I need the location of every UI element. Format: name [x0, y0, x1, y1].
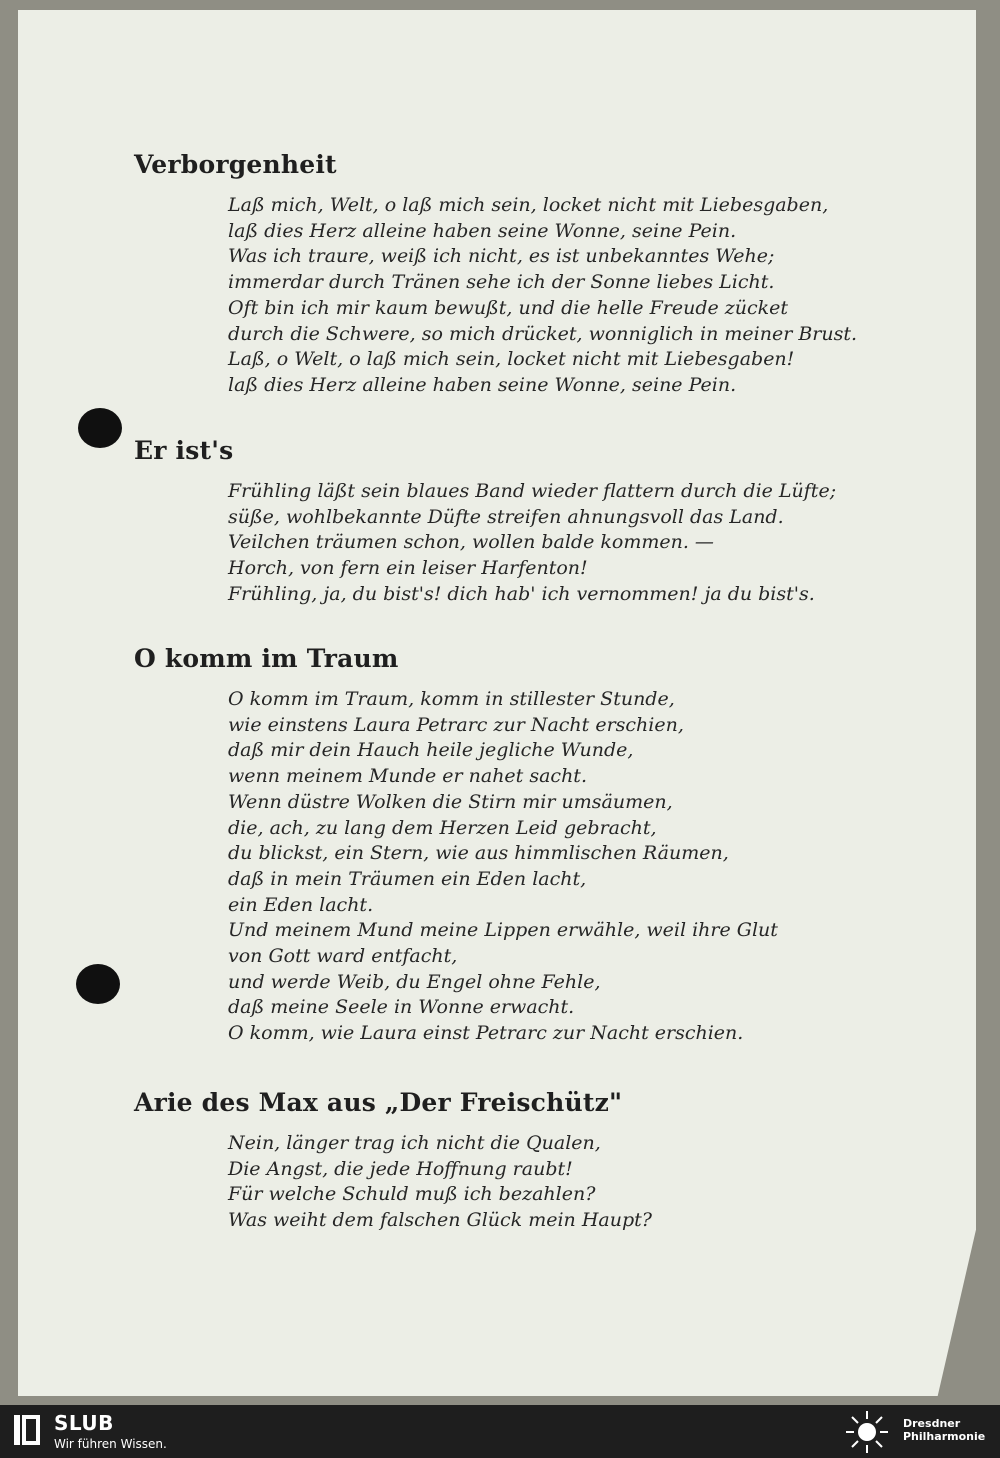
poem-line: wenn meinem Munde er nahet sacht.	[228, 765, 587, 788]
library-name[interactable]: SLUB	[54, 1411, 114, 1435]
poem-line: von Gott ward entfacht,	[228, 945, 458, 968]
poem-lines	[228, 193, 894, 399]
poem-line: laß dies Herz alleine haben seine Wonne, seine Pein.	[228, 219, 737, 242]
viewer-footer	[0, 1405, 1000, 1458]
poem-line: Und meinem Mund meine Lippen erwähle, weil ihre Glut	[228, 919, 778, 942]
poem-line: die, ach, zu lang dem Herzen Leid gebracht,	[228, 816, 657, 839]
poem-section	[134, 1088, 894, 1234]
poem-line: Für welche Schuld muß ich bezahlen?	[228, 1183, 596, 1206]
poem-line: Laß mich, Welt, o laß mich sein, locket nicht mit Liebesgaben,	[228, 194, 829, 216]
poem-lines	[228, 479, 894, 608]
poem-line: Wenn düstre Wolken die Stirn mir umsäumen,	[228, 790, 673, 813]
poem-line: süße, wohlbekannte Düfte streifen ahnungsvoll das Land.	[228, 505, 784, 528]
poem-line: Horch, von fern ein leiser Harfenton!	[228, 557, 588, 580]
poem-line: Oft bin ich mir kaum bewußt, und die helle Freude zücket	[228, 296, 789, 319]
poem-lines	[228, 687, 894, 1047]
library-tagline: Wir führen Wissen.	[54, 1437, 167, 1451]
partner-name[interactable]	[903, 1417, 985, 1443]
poem-title: Verborgenheit	[134, 150, 337, 179]
poem-line: wie einstens Laura Petrarc zur Nacht erschien,	[228, 713, 684, 736]
poem-line: daß in mein Träumen ein Eden lacht,	[228, 867, 587, 890]
poem-line: durch die Schwere, so mich drücket, wonniglich in meiner Brust.	[228, 322, 858, 345]
poem-section	[134, 436, 894, 608]
poem-line: du blickst, ein Stern, wie aus himmlischen Räumen,	[228, 842, 729, 865]
poem-line: laß dies Herz alleine haben seine Wonne, seine Pein.	[228, 373, 737, 396]
poem-line: Frühling, ja, du bist's! dich hab' ich vernommen! ja du bist's.	[228, 582, 815, 605]
slub-logo-icon[interactable]	[12, 1413, 42, 1447]
poem-title: Arie des Max aus „Der Freischütz"	[134, 1088, 623, 1117]
poem-section	[134, 150, 894, 399]
poem-line: immerdar durch Tränen sehe ich der Sonne liebes Licht.	[228, 271, 775, 294]
poem-title: O komm im Traum	[134, 644, 399, 673]
philharmonie-sun-icon[interactable]	[840, 1409, 894, 1455]
poem-line: Die Angst, die jede Hoffnung raubt!	[228, 1157, 573, 1180]
poem-line: Laß, o Welt, o laß mich sein, locket nicht mit Liebesgaben!	[228, 348, 795, 371]
poem-line: O komm im Traum, komm in stillester Stunde,	[228, 688, 675, 710]
poem-line: Was weiht dem falschen Glück mein Haupt?	[228, 1209, 652, 1232]
poem-lines	[228, 1131, 894, 1234]
poem-line: Veilchen träumen schon, wollen balde kommen. —	[228, 531, 714, 554]
poem-line: O komm, wie Laura einst Petrarc zur Nacht erschien.	[228, 1022, 744, 1045]
partner-name-line: Philharmonie	[903, 1430, 986, 1443]
poem-line: und werde Weib, du Engel ohne Fehle,	[228, 970, 601, 993]
poem-title: Er ist's	[134, 436, 234, 465]
poem-line: Nein, länger trag ich nicht die Qualen,	[228, 1132, 601, 1154]
poem-line: daß meine Seele in Wonne erwacht.	[228, 996, 575, 1019]
poem-line: Was ich traure, weiß ich nicht, es ist unbekanntes Wehe;	[228, 245, 775, 268]
poem-line: Frühling läßt sein blaues Band wieder flattern durch die Lüfte;	[228, 480, 837, 502]
poem-line: ein Eden lacht.	[228, 893, 374, 916]
poem-line: daß mir dein Hauch heile jegliche Wunde,	[228, 739, 634, 762]
partner-name-line: Dresdner	[903, 1417, 961, 1430]
poem-section	[134, 644, 894, 1047]
